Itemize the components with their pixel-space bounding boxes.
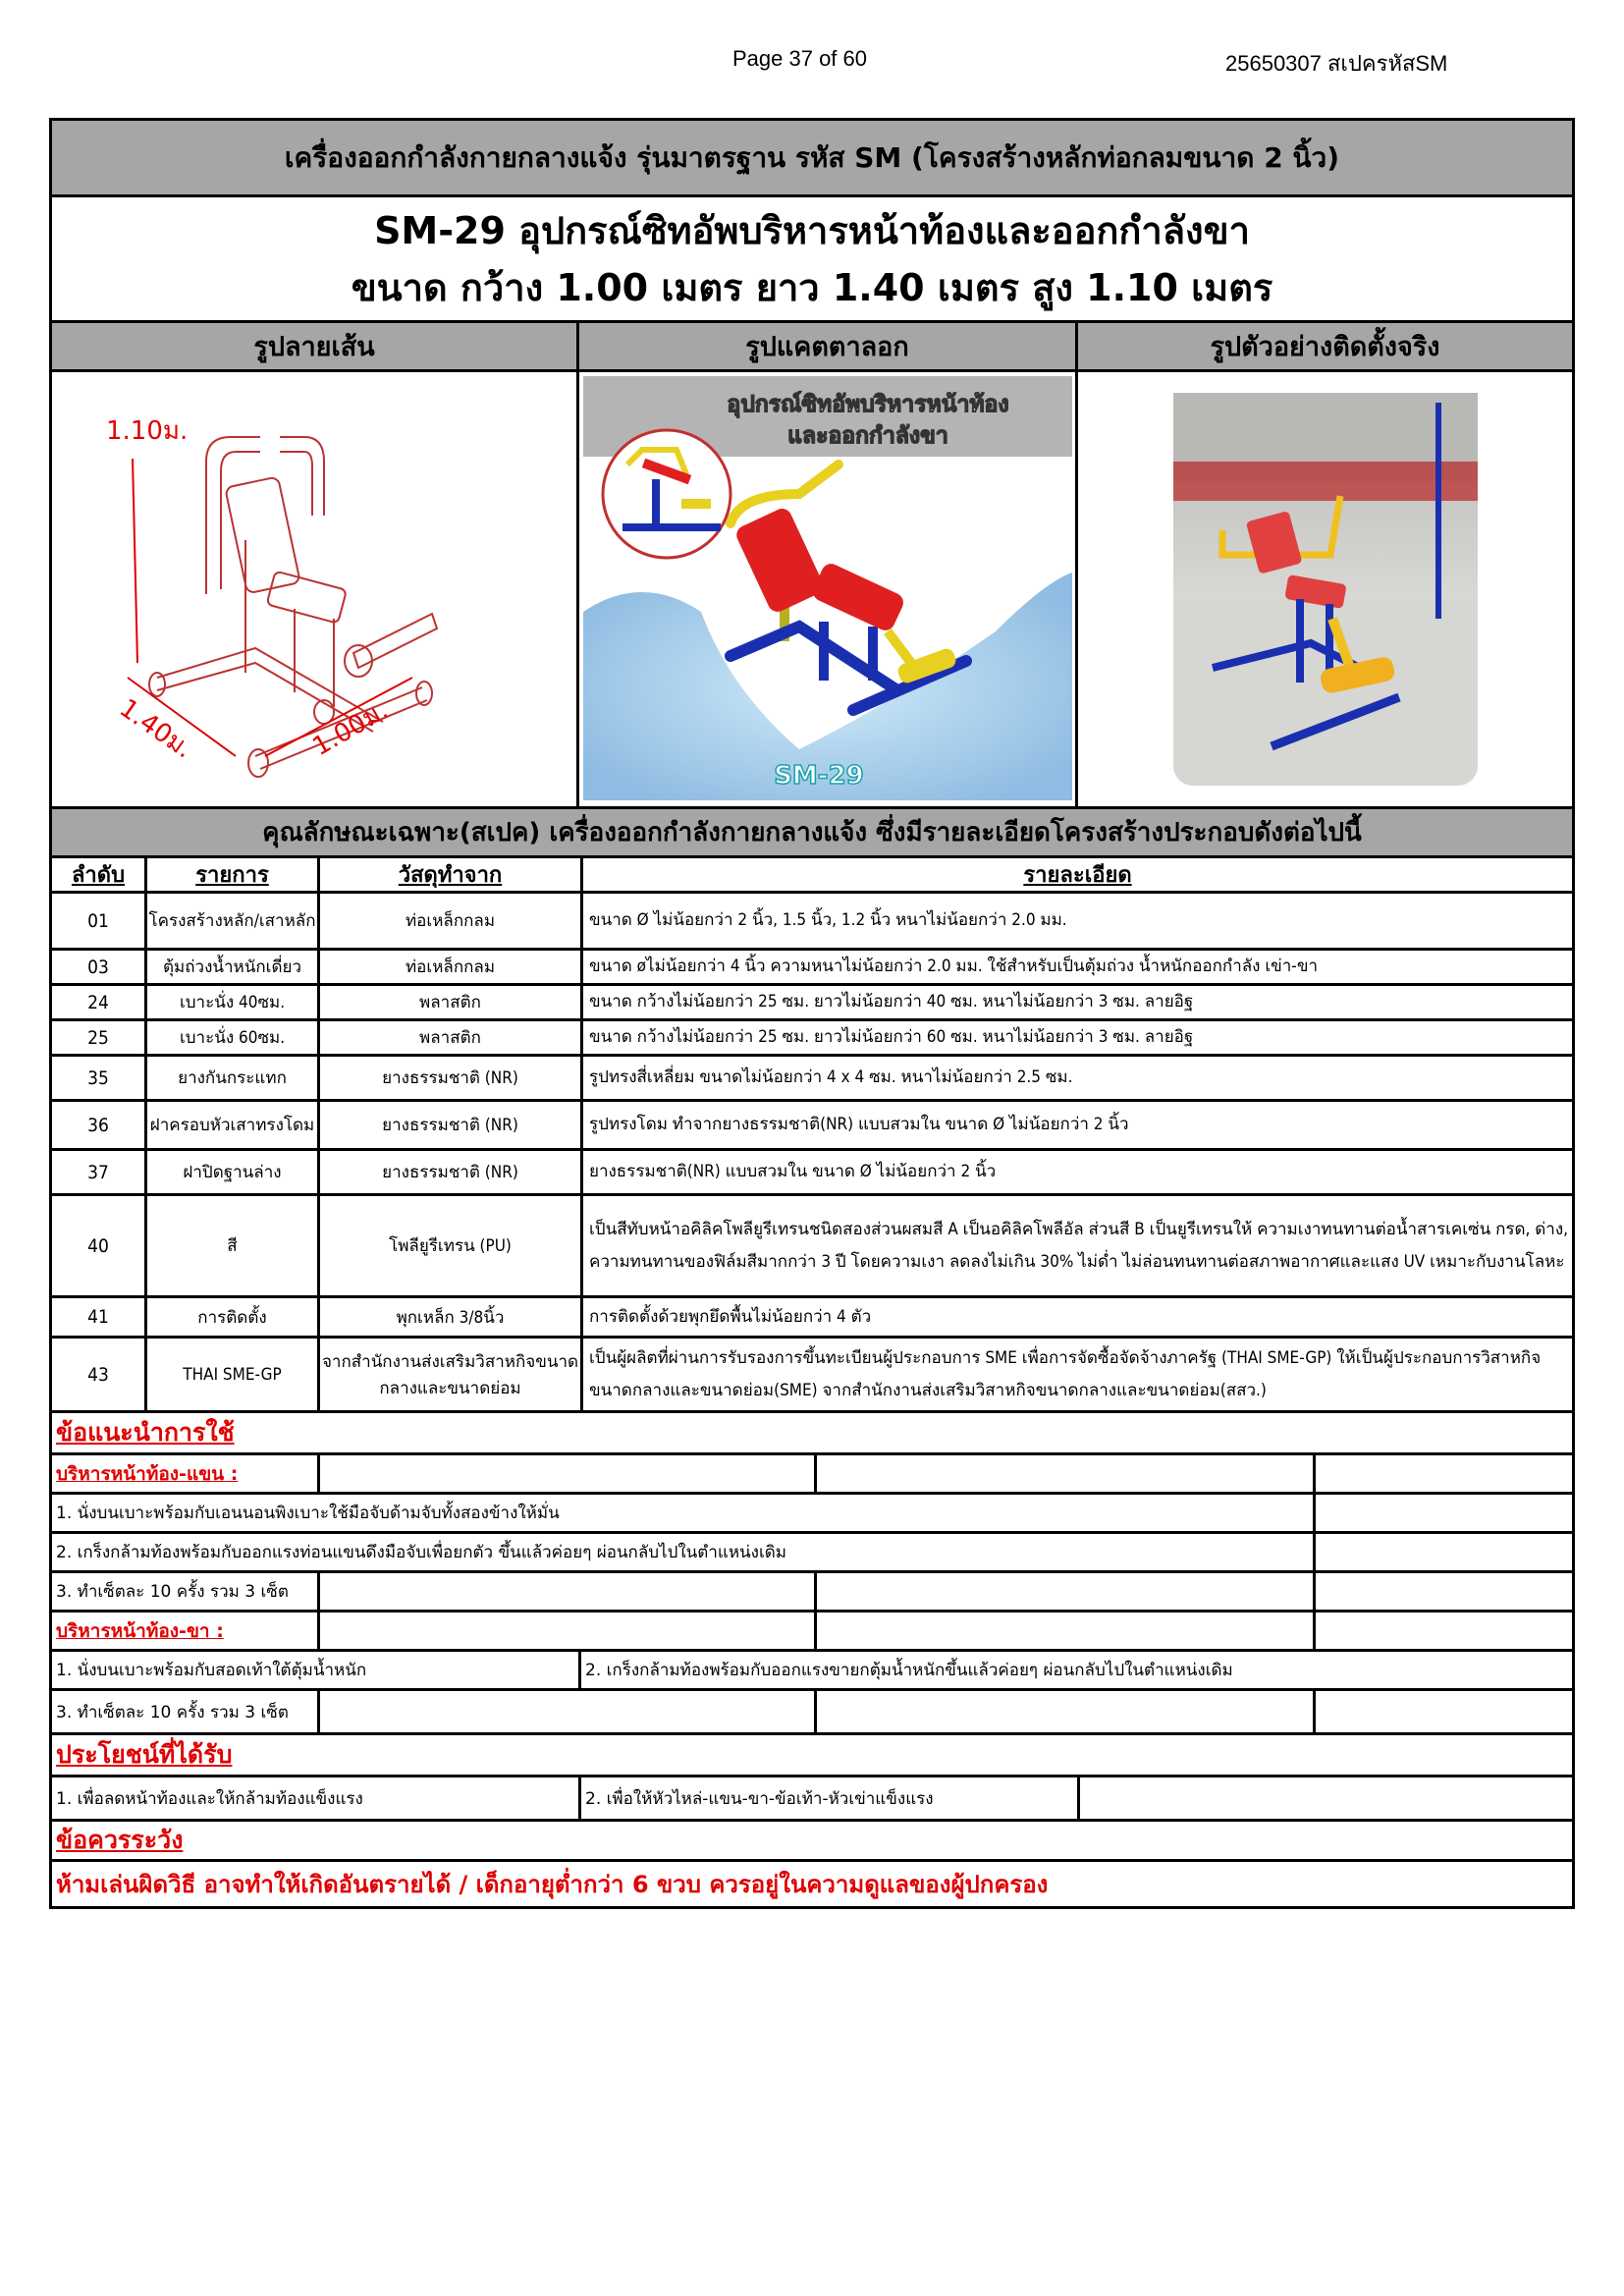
spec-no: 37	[52, 1151, 147, 1193]
spec-no: 25	[52, 1021, 147, 1054]
main-equipment-icon	[731, 465, 966, 710]
spec-row	[52, 1102, 1572, 1151]
benefits-heading: ประโยชน์ที่ได้รับ	[56, 1740, 233, 1769]
catalog-image	[579, 372, 1078, 806]
sheet-title: เครื่องออกกำลังกายกลางแจ้ง รุ่นมาตรฐาน รหัส SM (โครงสร้างหลักท่อกลมขนาด 2 นิ้ว)	[284, 140, 1340, 174]
spec-item: เบาะนั่ง 40ซม.	[147, 986, 320, 1018]
spec-table-body	[52, 894, 1572, 1413]
col-item: รายการ	[195, 863, 269, 888]
usage-leg-heading-row	[52, 1613, 1572, 1652]
spec-heading: คุณลักษณะเฉพาะ(สเปค) เครื่องออกกำลังกายกลางแจ้ง ซึ่งมีรายละเอียดโครงสร้างประกอบดังต่อไปนี้	[262, 818, 1362, 847]
line-drawing-svg	[59, 378, 569, 800]
benefit-item: 2. เพื่อให้หัวไหล่-แขน-ขา-ข้อเท้า-หัวเข่าแข็งแรง	[581, 1777, 1080, 1819]
image-header-real: รูปตัวอย่างติดตั้งจริง	[1210, 332, 1440, 362]
spec-row	[52, 1339, 1572, 1413]
spec-no: 24	[52, 986, 147, 1018]
dim-length: 1.40ม.	[113, 693, 198, 765]
usage-arm-step-3	[52, 1573, 1572, 1613]
spec-detail: รูปทรงสี่เหลี่ยม ขนาดไม่น้อยกว่า 4 x 4 ซม. หนาไม่น้อยกว่า 2.5 ซม.	[589, 1067, 1073, 1087]
spec-item: การติดตั้ง	[147, 1298, 320, 1336]
usage-arm-step-2	[52, 1534, 1572, 1573]
image-header-catalog: รูปแคตตาลอก	[579, 323, 1078, 369]
spec-sheet	[49, 118, 1575, 1909]
spec-material: ท่อเหล็กกลม	[320, 894, 583, 948]
spec-no: 36	[52, 1102, 147, 1148]
page-number: Page 37 of 60	[732, 46, 868, 71]
spec-no: 01	[52, 894, 147, 948]
usage-leg-step-text: 3. ทำเซ็ตละ 10 ครั้ง รวม 3 เซ็ต	[52, 1691, 320, 1732]
usage-heading: ข้อแนะนำการใช้	[56, 1418, 235, 1447]
spec-row	[52, 986, 1572, 1021]
col-material: วัสดุทำจาก	[398, 863, 503, 888]
spec-row	[52, 894, 1572, 951]
spec-material: พลาสติก	[320, 1021, 583, 1054]
title-row	[52, 121, 1572, 197]
dim-height: 1.10ม.	[106, 416, 189, 446]
spec-material: ยางธรรมชาติ (NR)	[320, 1102, 583, 1148]
spec-material: พุกเหล็ก 3/8นิ้ว	[320, 1298, 583, 1336]
col-no: ลำดับ	[71, 863, 126, 888]
spec-row	[52, 1057, 1572, 1102]
real-photo	[1078, 372, 1572, 806]
spec-detail: ยางธรรมชาติ(NR) แบบสวมใน ขนาด Ø ไม่น้อยกว่า 2 นิ้ว	[589, 1162, 997, 1181]
spec-item: ยางกันกระแทก	[147, 1057, 320, 1099]
spec-item: ฝาปิดฐานล่าง	[147, 1151, 320, 1193]
usage-arm-step-1	[52, 1495, 1572, 1534]
spec-item: โครงสร้างหลัก/เสาหลัก	[147, 894, 320, 948]
spec-material: พลาสติก	[320, 986, 583, 1018]
spec-row	[52, 1196, 1572, 1298]
usage-leg-step-3	[52, 1691, 1572, 1735]
image-header-line: รูปลายเส้น	[52, 323, 579, 369]
usage-leg-step-text: 1. นั่งบนเบาะพร้อมกับสอดเท้าใต้ตุ้มน้ำหนัก	[52, 1652, 581, 1688]
caution-heading: ข้อควรระวัง	[56, 1826, 184, 1854]
spec-item: ฝาครอบหัวเสาทรงโดม	[147, 1102, 320, 1148]
spec-detail: การติดตั้งด้วยพุกยึดพื้นไม่น้อยกว่า 4 ตัว	[589, 1306, 872, 1327]
caution-text: ห้ามเล่นผิดวิธี อาจทำให้เกิดอันตรายได้ / เด็กอายุต่ำกว่า 6 ขวบ ควรอยู่ในความดูแลของผู้ปกครอง	[56, 1871, 1049, 1898]
spec-item: สี	[147, 1196, 320, 1295]
image-row	[52, 372, 1572, 809]
product-name: SM-29 อุปกรณ์ซิทอัพบริหารหน้าท้องและออกกำลังขา	[374, 208, 1250, 252]
catalog-banner-line1: อุปกรณ์ซิทอัพบริหารหน้าท้อง	[726, 392, 1009, 417]
spec-material: ยางธรรมชาติ (NR)	[320, 1057, 583, 1099]
benefits-heading-row	[52, 1735, 1572, 1777]
spec-detail: เป็นสีทับหน้าอคิลิคโพลียูรีเทรนชนิดสองส่วนผสมสี A เป็นอคิลิคโพลีอัล ส่วนสี B เป็นยูรีเทรนให้ ความเงาทนทานต่อน้ำสารเคเซ่น กรด, ด่าง, ความทนทานของฟิล์มสีมากกว่า 3 ปี โดยความเงา ลดลงไม่เกิน 30% ไม่ด่ำ ไม่ล่อนทนทานต่อสภาพอากาศและแสง UV เหมาะกับงานโลหะ	[589, 1219, 1568, 1272]
spec-item: THAI SME-GP	[147, 1339, 320, 1410]
spec-no: 43	[52, 1339, 147, 1410]
spec-no: 41	[52, 1298, 147, 1336]
caution-row	[52, 1862, 1572, 1906]
image-headers	[52, 323, 1572, 372]
usage-leg-heading: บริหารหน้าท้อง-ขา :	[56, 1619, 224, 1642]
spec-detail: รูปทรงโดม ทำจากยางธรรมชาติ(NR) แบบสวมใน ขนาด Ø ไม่น้อยกว่า 2 นิ้ว	[589, 1115, 1129, 1134]
spec-detail: ขนาด กว้างไม่น้อยกว่า 25 ซม. ยาวไม่น้อยกว่า 40 ซม. หนาไม่น้อยกว่า 3 ซม. ลายอิฐ	[589, 992, 1194, 1011]
caution-heading-row	[52, 1822, 1572, 1862]
spec-detail: ขนาด Ø ไม่น้อยกว่า 2 นิ้ว, 1.5 นิ้ว, 1.2 นิ้ว หนาไม่น้อยกว่า 2.0 มม.	[589, 910, 1067, 930]
spec-row	[52, 1298, 1572, 1339]
spec-material: จากสำนักงานส่งเสริมวิสาหกิจขนาดกลางและขนาดย่อม	[320, 1339, 583, 1410]
spec-material: ท่อเหล็กกลม	[320, 951, 583, 983]
usage-heading-row	[52, 1413, 1572, 1455]
benefit-item: 1. เพื่อลดหน้าท้องและให้กล้ามท้องแข็งแรง	[52, 1777, 581, 1819]
spec-heading-row	[52, 809, 1572, 858]
spec-row	[52, 1151, 1572, 1196]
spec-item: ตุ้มถ่วงน้ำหนักเดี่ยว	[147, 951, 320, 983]
dim-width: 1.00ม.	[307, 695, 394, 763]
usage-leg-step-text: 2. เกร็งกล้ามท้องพร้อมกับออกแรงขายกตุ้มน้ำหนักขึ้นแล้วค่อยๆ ผ่อนกลับไปในตำแหน่งเดิม	[585, 1661, 1233, 1680]
spec-row	[52, 951, 1572, 986]
product-row	[52, 197, 1572, 323]
document-code: 25650307 สเปครหัสSM	[1225, 51, 1448, 76]
usage-arm-step-text: 2. เกร็งกล้ามท้องพร้อมกับออกแรงท่อนแขนดึงมือจับเพื่อยกตัว ขึ้นแล้วค่อยๆ ผ่อนกลับไปในตำแหน่งเดิม	[52, 1534, 1316, 1570]
spec-material: โพลียูรีเทรน (PU)	[320, 1196, 583, 1295]
benefits-row	[52, 1777, 1572, 1822]
usage-arm-heading: บริหารหน้าท้อง-แขน :	[56, 1462, 239, 1485]
usage-arm-step-text: 3. ทำเซ็ตละ 10 ครั้ง รวม 3 เซ็ต	[52, 1573, 320, 1610]
real-photo-svg	[1164, 383, 1488, 795]
spec-material: ยางธรรมชาติ (NR)	[320, 1151, 583, 1193]
line-drawing	[52, 372, 579, 806]
spec-row	[52, 1021, 1572, 1057]
usage-leg-steps-row	[52, 1652, 1572, 1691]
col-detail: รายละเอียด	[1023, 863, 1132, 888]
spec-no: 40	[52, 1196, 147, 1295]
spec-item: เบาะนั่ง 60ซม.	[147, 1021, 320, 1054]
product-size: ขนาด กว้าง 1.00 เมตร ยาว 1.40 เมตร สูง 1.10 เมตร	[351, 265, 1273, 309]
catalog-label: SM-29	[773, 761, 864, 791]
spec-detail: ขนาด øไม่น้อยกว่า 4 นิ้ว ความหนาไม่น้อยกว่า 2.0 มม. ใช้สำหรับเป็นตุ้มถ่วง น้ำหนักออกกำลัง เข่า-ขา	[589, 957, 1318, 976]
usage-arm-heading-row	[52, 1455, 1572, 1495]
spec-detail: ขนาด กว้างไม่น้อยกว่า 25 ซม. ยาวไม่น้อยกว่า 60 ซม. หนาไม่น้อยกว่า 3 ซม. ลายอิฐ	[589, 1027, 1194, 1047]
spec-column-headers	[52, 858, 1572, 894]
catalog-svg	[583, 376, 1072, 800]
catalog-banner-line2: และออกกำลังขา	[786, 423, 948, 449]
spec-detail: เป็นผู้ผลิตที่ผ่านการรับรองการขึ้นทะเบียนผู้ประกอบการ SME เพื่อการจัดซื้อจัดจ้างภาครัฐ (THAI SME-GP) ให้เป็นผู้ประกอบการวิสาหกิจขนาดกลางและขนาดย่อม(SME) จากสำนักงานส่งเสริมวิสาหกิจขนาดกลางและขนาดย่อม(สสว.)	[589, 1347, 1542, 1400]
usage-arm-step-text: 1. นั่งบนเบาะพร้อมกับเอนนอนพิงเบาะใช้มือจับด้ามจับทั้งสองข้างให้มั่น	[52, 1495, 1316, 1531]
spec-no: 03	[52, 951, 147, 983]
spec-no: 35	[52, 1057, 147, 1099]
